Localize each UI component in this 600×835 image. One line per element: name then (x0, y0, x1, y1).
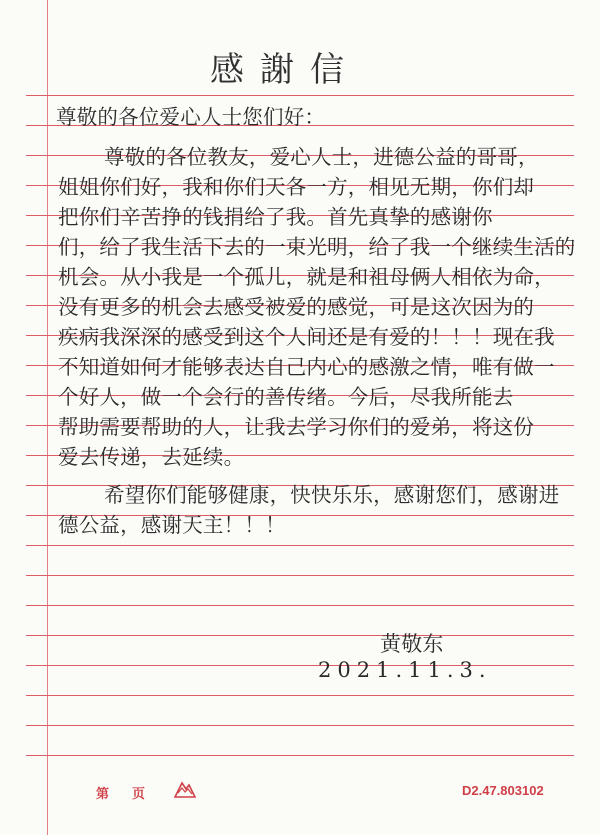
footer-code: D2.47.803102 (462, 783, 544, 798)
body-line-10: 帮助需要帮助的人，让我去学习你们的爱弟，将这份 (58, 415, 535, 439)
ruled-line (26, 95, 574, 96)
ruled-line (26, 575, 574, 576)
body-line-4: 们，给了我生活下去的一束光明，给了我一个继续生活的 (58, 235, 576, 259)
body-line-8: 不知道如何才能够表达自己内心的感激之情，唯有做一 (58, 355, 555, 379)
signature: 黄敬东 (380, 632, 444, 656)
ruled-line (26, 725, 574, 726)
body-line-13: 德公益，感谢天主！！！ (58, 513, 286, 537)
ruled-line (26, 635, 574, 636)
body-line-12: 希望你们能够健康，快快乐乐，感谢您们，感谢进 (104, 483, 560, 507)
letter-date: 2021.11.3. (318, 658, 492, 682)
ruled-line (26, 755, 574, 756)
body-line-2: 姐姐你们好，我和你们天各一方，相见无期，你们却 (58, 175, 535, 199)
body-line-5: 机会。从小我是一个孤儿，就是和祖母俩人相依为命， (58, 265, 555, 289)
body-line-3: 把你们辛苦挣的钱捐给了我。首先真挚的感谢你 (58, 205, 493, 229)
salutation: 尊敬的各位爱心人士您们好： (56, 105, 326, 129)
letter-title: 感謝信 (210, 50, 360, 90)
body-line-6: 没有更多的机会去感受被爱的感觉，可是这次因为的 (58, 295, 535, 319)
ruled-line (26, 545, 574, 546)
body-line-9: 个好人，做一个会行的善传绪。今后，尽我所能去 (58, 385, 514, 409)
body-line-1: 尊敬的各位教友，爱心人士，进德公益的哥哥， (104, 145, 539, 169)
mountain-logo-icon (174, 779, 196, 798)
ruled-line (26, 695, 574, 696)
body-line-7: 疾病我深深的感受到这个人间还是有爱的！！！现在我 (58, 325, 555, 349)
ruled-line (26, 605, 574, 606)
body-line-11: 爱去传递，去延续。 (58, 445, 245, 469)
footer-page-label-2: 页 (132, 786, 146, 801)
ruled-line (26, 665, 574, 666)
footer-page-label-1: 第 (96, 786, 110, 801)
